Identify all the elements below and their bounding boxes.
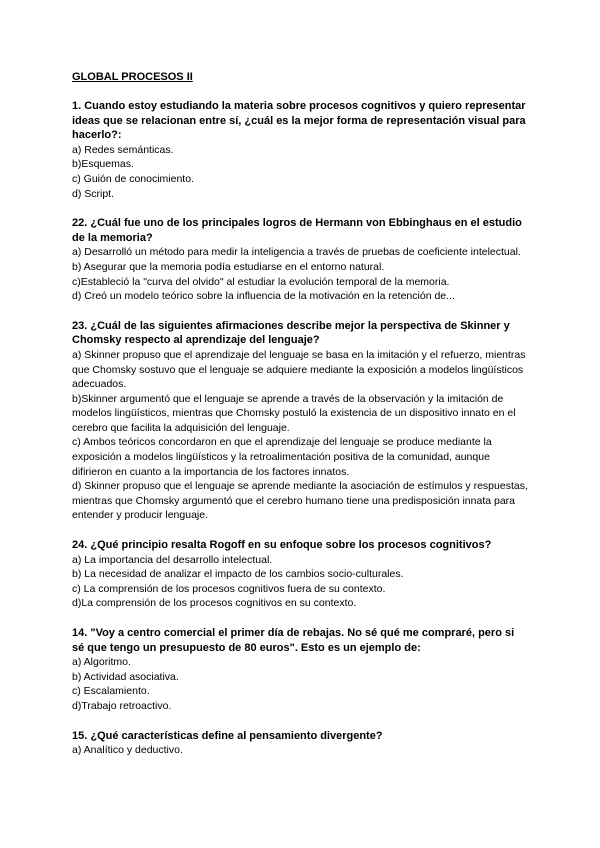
answer-option-a: a) Desarrolló un método para medir la inteligencia a través de pruebas de coeficiente intelectual. [72,246,521,259]
question-text: 24. ¿Qué principio resalta Rogoff en su enfoque sobre los procesos cognitivos? [72,539,492,552]
answer-option-d: d) Skinner propuso que el lenguaje se aprende mediante la asociación de estímulos y respuestas, mientras que Chomsky argumentó que el cerebro humano tiene una predisposición innata para entender y producir lenguaje. [72,480,528,522]
answer-option-c: c) Guión de conocimiento. [72,172,194,185]
question-23 [72,319,528,523]
answer-option-b: b)Esquemas. [72,158,134,171]
document-title: GLOBAL PROCESOS II [72,71,193,83]
answer-option-a: a) La importancia del desarrollo intelectual. [72,553,273,566]
question-text: 14. "Voy a centro comercial el primer día de rebajas. No sé qué me compraré, pero si sé que tengo un presupuesto de 80 euros". Esto es un ejemplo de: [72,627,515,654]
answer-option-d: d)Trabajo retroactivo. [72,699,172,712]
answer-option-c: c) Escalamiento. [72,685,150,698]
answer-option-c: c) Ambos teóricos concordaron en que el aprendizaje del lenguaje se produce mediante la exposición a modelos lingüísticos y la retroalimentación positiva de la comunidad, aunque difirieron en cuanto a la importancia de los factores innatos. [72,436,492,478]
question-text: 1. Cuando estoy estudiando la materia sobre procesos cognitivos y quiero representar ideas que se relacionan entre sí, ¿cuál es la mejor forma de representación visual para hacerlo?: [72,100,526,142]
answer-option-a: a) Analítico y deductivo. [72,744,183,757]
answer-option-b: b) Actividad asociativa. [72,670,179,683]
question-22 [72,216,528,304]
question-14 [72,626,528,714]
question-1 [72,99,528,201]
question-15 [72,729,528,758]
answer-option-a: a) Skinner propuso que el aprendizaje del lenguaje se basa en la imitación y el refuerzo, mientras que Chomsky sostuvo que el lenguaje se adquiere mediante la exposición a modelos lingüísticos adecuados. [72,348,526,391]
answer-option-a: a) Redes semánticas. [72,143,174,156]
answer-option-c: c)Estableció la "curva del olvido" al estudiar la evolución temporal de la memoria. [72,275,450,288]
answer-option-b: b) Asegurar que la memoria podía estudiarse en el entorno natural. [72,260,385,273]
question-text: 23. ¿Cuál de las siguientes afirmaciones describe mejor la perspectiva de Skinner y Chomsky respecto al aprendizaje del lenguaje? [72,319,510,347]
document-page [72,70,528,773]
answer-option-b: b) La necesidad de analizar el impacto de los cambios socio-culturales. [72,568,404,581]
question-24 [72,538,528,611]
answer-option-b: b)Skinner argumentó que el lenguaje se aprende a través de la observación y la imitación de modelos lingüísticos, mientras que Chomsky postuló la existencia de un dispositivo innato en el cerebro que facilita la adquisición del lenguaje. [72,392,516,434]
answer-option-d: d) Script. [72,187,115,200]
answer-option-a: a) Algoritmo. [72,656,131,669]
question-text: 22. ¿Cuál fue uno de los principales logros de Hermann von Ebbinghaus en el estudio de la memoria? [72,217,522,244]
answer-option-d: d) Creó un modelo teórico sobre la influencia de la motivación en la retención de... [72,290,455,303]
answer-option-d: d)La comprensión de los procesos cognitivos en su contexto. [72,597,357,610]
answer-option-c: c) La comprensión de los procesos cognitivos fuera de su contexto. [72,582,386,595]
question-text: 15. ¿Qué características define al pensamiento divergente? [72,729,383,742]
